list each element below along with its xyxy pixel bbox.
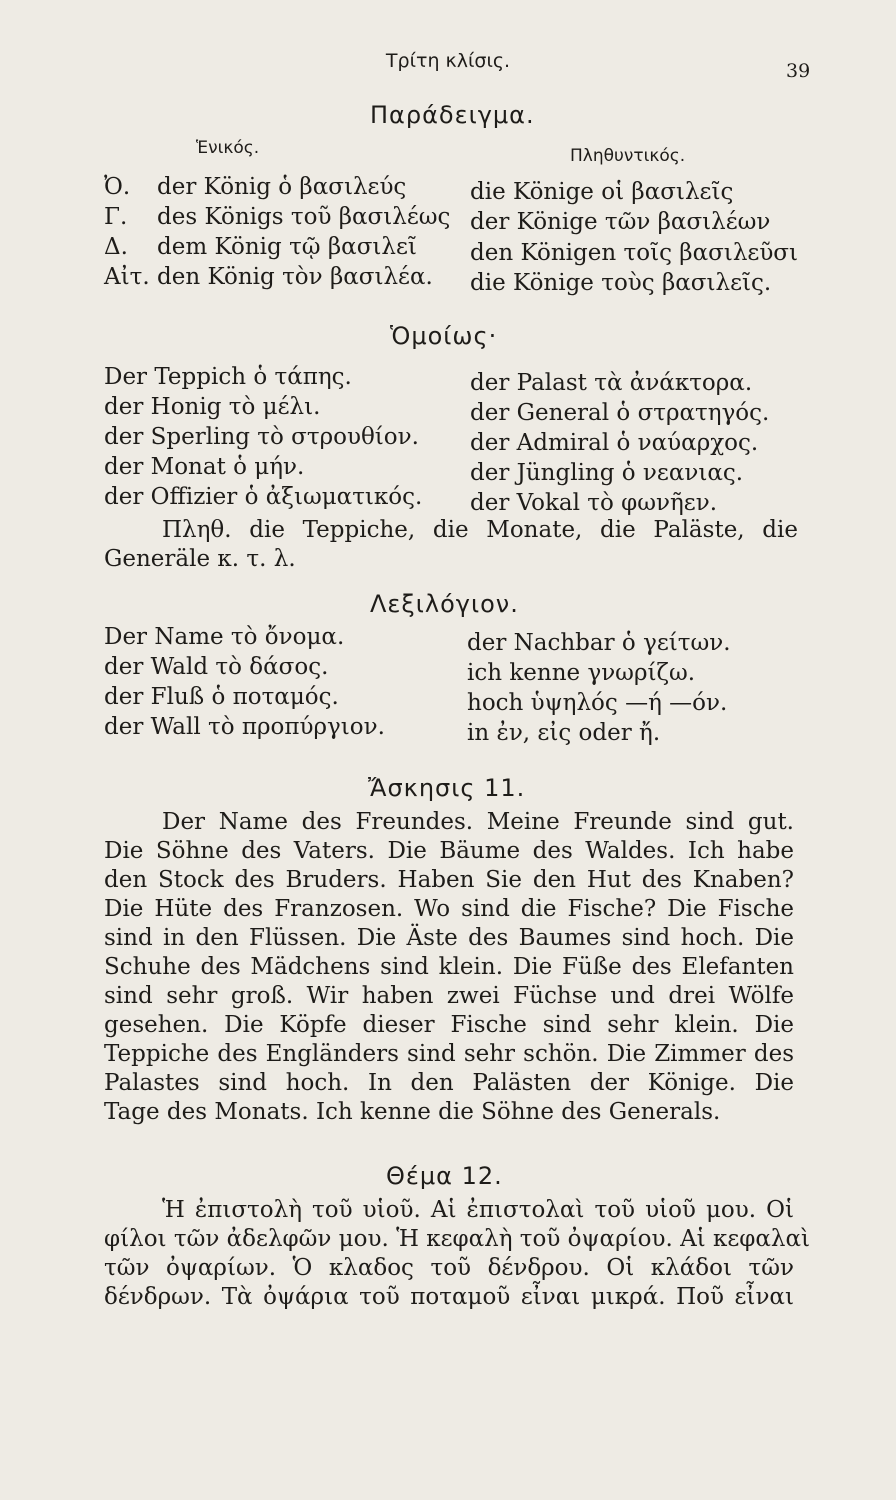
word-pair: der Admiral ὁ ναύαρχος.: [470, 430, 759, 456]
text-line: Generäle κ. τ. λ.: [104, 546, 296, 572]
plural-form: der Könige τῶν βασιλέων: [470, 209, 771, 235]
plural-note: [104, 516, 798, 574]
running-title: Τρίτη κλίσις.: [385, 50, 511, 72]
word-pair: der Wald τὸ δάσος.: [104, 654, 329, 680]
text-line: τῶν ὀψαρίων. Ὁ κλαδος τοῦ δένδρου. Οἱ κλάδοι τῶν: [104, 1255, 794, 1281]
text-line: δένδρων. Τὰ ὀψάρια τοῦ ποταμοῦ εἶναι μικρά. Ποῦ εἶναι: [104, 1284, 794, 1310]
word-pair: der Fluß ὁ ποταμός.: [104, 684, 339, 710]
text-line: Ἡ ἐπιστολὴ τοῦ υἱοῦ. Αἱ ἐπιστολαὶ τοῦ υἱοῦ μου. Οἱ: [162, 1197, 794, 1223]
word-pair: der Palast τὰ ἀνάκτορα.: [470, 370, 753, 396]
word-pair: in ἐν, εἰς oder ἤ.: [467, 720, 661, 746]
plural-form: die Könige τοὺς βασιλεῖς.: [470, 270, 772, 296]
singular-form: des Königs τοῦ βασιλέως: [157, 204, 451, 230]
text-line: Tage des Monats. Ich kenne die Söhne des Generals.: [104, 1099, 721, 1125]
text-line: Teppiche des Engländers sind sehr schön. Die Zimmer des: [104, 1041, 794, 1067]
plural-label: Πληθυντικός.: [570, 146, 686, 166]
case-label: Δ.: [104, 234, 128, 260]
text-line: Πληθ. die Teppiche, die Monate, die Paläste, die: [162, 517, 798, 543]
text-line: Schuhe des Mädchens sind klein. Die Füße des Elefanten: [104, 954, 794, 980]
text-line: Palastes sind hoch. In den Palästen der Könige. Die: [104, 1070, 794, 1096]
text-line: φίλοι τῶν ἀδελφῶν μου. Ἡ κεφαλὴ τοῦ ὀψαρίου. Αἱ κεφαλαὶ: [104, 1226, 811, 1252]
text-line: gesehen. Die Köpfe dieser Fische sind sehr klein. Die: [104, 1012, 794, 1038]
word-pair: der Vokal τὸ φωνῆεν.: [470, 490, 718, 516]
plural-form: den Königen τοῖς βασιλεῦσι: [470, 240, 799, 266]
word-pair: der Jüngling ὁ νεανιας.: [470, 460, 744, 486]
word-pair: der Honig τὸ μέλι.: [104, 394, 321, 420]
vocabulary-title: Λεξιλόγιον.: [370, 590, 519, 618]
page-number: 39: [786, 60, 811, 82]
case-label: Αἰτ.: [104, 264, 150, 290]
word-pair: der General ὁ στρατηγός.: [470, 400, 770, 426]
word-pair: der Nachbar ὁ γείτων.: [467, 630, 731, 656]
case-label: Ὀ.: [104, 174, 131, 200]
word-pair: der Monat ὁ μήν.: [104, 454, 305, 480]
singular-form: den König τὸν βασιλέα.: [157, 264, 433, 290]
text-line: sind sehr groß. Wir haben zwei Füchse und drei Wölfe: [104, 983, 794, 1009]
case-label: Γ.: [104, 204, 128, 230]
text-line: sind in den Flüssen. Die Äste des Baumes sind hoch. Die: [104, 925, 794, 951]
singular-form: der König ὁ βασιλεύς: [157, 174, 407, 200]
word-pair: der Wall τὸ προπύργιον.: [104, 714, 385, 740]
paradigm-title: Παράδειγμα.: [370, 101, 535, 129]
word-pair: der Sperling τὸ στρουθίον.: [104, 424, 419, 450]
text-line: Die Söhne des Vaters. Die Bäume des Waldes. Ich habe: [104, 838, 794, 864]
similarly-title: Ὁμοίως·: [390, 322, 498, 350]
exercise-text: [104, 808, 794, 1127]
word-pair: Der Teppich ὁ τάπης.: [104, 364, 352, 390]
theme-title: Θέμα 12.: [386, 1162, 503, 1190]
singular-form: dem König τῷ βασιλεῖ: [157, 234, 417, 260]
word-pair: Der Name τὸ ὄνομα.: [104, 624, 345, 650]
singular-label: Ἑνικός.: [196, 138, 260, 158]
text-line: den Stock des Bruders. Haben Sie den Hut des Knaben?: [104, 867, 794, 893]
theme-text: [104, 1196, 811, 1312]
word-pair: hoch ὑψηλός —ή —όν.: [467, 690, 728, 716]
text-line: Der Name des Freundes. Meine Freunde sind gut.: [162, 809, 794, 835]
exercise-title: Ἄσκησις 11.: [368, 774, 526, 802]
word-pair: der Offizier ὁ ἀξιωματικός.: [104, 484, 423, 510]
text-line: Die Hüte des Franzosen. Wo sind die Fische? Die Fische: [104, 896, 794, 922]
word-pair: ich kenne γνωρίζω.: [467, 660, 696, 686]
plural-form: die Könige οἱ βασιλεῖς: [470, 179, 734, 205]
